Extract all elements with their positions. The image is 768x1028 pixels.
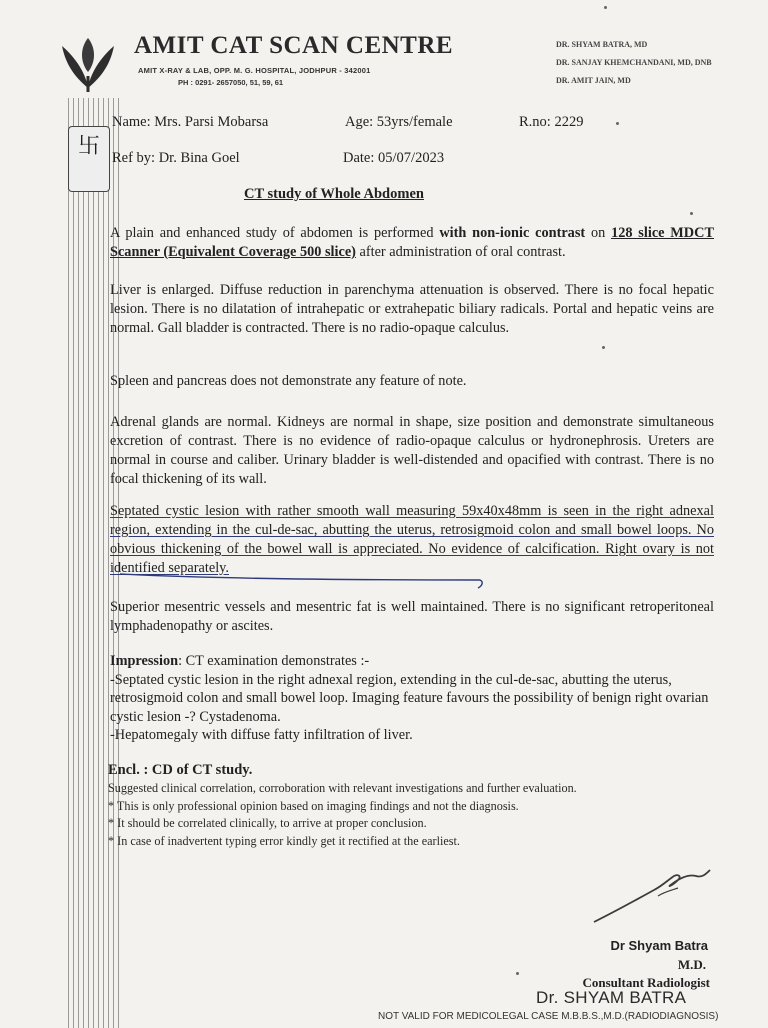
note-item: * This is only professional opinion based on imaging findings and not the diagnosis. — [108, 798, 519, 813]
enclosure-line: Encl. : CD of CT study. — [108, 762, 253, 778]
referred-by: Ref by: Dr. Bina Goel — [112, 150, 240, 166]
contrast-type: with non-ionic contrast — [439, 225, 586, 241]
signatory-name: Dr Shyam Batra — [610, 938, 708, 953]
centre-phone: PH : 0291- 2657050, 51, 59, 61 — [178, 78, 284, 87]
scan-speck — [602, 346, 605, 349]
impression-section — [110, 652, 714, 745]
scanner-spec: 128 slice MDCT Scanner (Equivalent Coverage 500 slice) — [110, 225, 714, 260]
note-item: Suggested clinical correlation, corroboration with relevant investigations and further evaluation. — [108, 781, 577, 795]
intro-text-a: A plain and enhanced study of abdomen is performed — [110, 225, 440, 241]
scan-speck — [616, 122, 619, 125]
pen-underline-mark — [118, 560, 498, 590]
report-title: CT study of Whole Abdomen — [244, 186, 424, 202]
centre-address: AMIT X-RAY & LAB, OPP. M. G. HOSPITAL, JODHPUR - 342001 — [138, 66, 371, 75]
impression-label: Impression — [110, 653, 179, 669]
scan-speck — [604, 6, 607, 9]
impression-heading — [110, 652, 714, 671]
doctor-list — [556, 36, 712, 90]
mesentery-paragraph: Superior mesentric vessels and mesentric fat is well maintained. There is no significant retroperitoneal lymphadenopathy or ascites. — [110, 599, 714, 634]
intro-paragraph — [110, 224, 714, 262]
spleen-paragraph: Spleen and pancreas does not demonstrate any feature of note. — [110, 373, 467, 389]
signatory-degree: M.D. — [677, 957, 706, 972]
doctor-item: DR. SHYAM BATRA, MD — [556, 40, 648, 49]
stamp-footer: NOT VALID FOR MEDICOLEGAL CASE M.B.B.S.,M.D.(RADIODIAGNOSIS) — [378, 1011, 719, 1022]
intro-text-c: on — [585, 225, 612, 241]
impression-point: -Hepatomegaly with diffuse fatty infiltration of liver. — [110, 727, 413, 743]
patient-age: Age: 53yrs/female — [345, 114, 453, 130]
signatory-role: Consultant Radiologist — [582, 975, 710, 990]
adrenal-kidney-paragraph: Adrenal glands are normal. Kidneys are normal in shape, size position and demonstrate simultaneous excretion of contrast. There is no evidence of radio-opaque calculus or hydronephrosis. Ureters are normal in course and caliber. Urinary bladder is well-distended and opacified with contrast. There is no focal thickening of its wall. — [110, 414, 714, 487]
registration-number: R.no: 2229 — [519, 114, 584, 130]
doctor-item: DR. AMIT JAIN, MD — [556, 76, 631, 85]
note-item: * In case of inadvertent typing error kindly get it rectified at the earliest. — [108, 833, 460, 848]
note-item: * It should be correlated clinically, to arrive at proper conclusion. — [108, 816, 427, 830]
scan-speck — [690, 212, 693, 215]
scan-speck — [516, 972, 519, 975]
centre-logo-icon — [58, 32, 118, 94]
cystic-lesion-paragraph: Septated cystic lesion with rather smooth wall measuring 59x40x48mm is seen in the right adnexal region, extending in the cul-de-sac, abutting the uterus, retrosigmoid colon and small bowel loops. No obvious thickening of the bowel wall is appreciated. No evidence of calcification. Right ovary is not identified separately. — [110, 503, 714, 576]
swastik-emblem-icon: 卐 — [68, 126, 110, 192]
stamp-name: Dr. SHYAM BATRA — [536, 988, 687, 1007]
liver-paragraph: Liver is enlarged. Diffuse reduction in parenchyma attenuation is observed. There is no focal hepatic lesion. There is no dilatation of intrahepatic or extrahepatic biliary radicals. Portal and hepatic veins are normal. Gall bladder is contracted. There is no radio-opaque calculus. — [110, 282, 714, 336]
centre-name: AMIT CAT SCAN CENTRE — [134, 32, 454, 59]
disclaimer-notes — [108, 780, 718, 850]
impression-point: -Septated cystic lesion in the right adnexal region, extending in the cul-de-sac, abutting the uterus, retrosigmoid colon and small bowel loop. Imaging feature favours the possibility of benign right ovarian cystic lesion -? Cystadenoma. — [110, 671, 709, 725]
intro-text-e: after administration of oral contrast. — [355, 244, 566, 260]
doctor-item: DR. SANJAY KHEMCHANDANI, MD, DNB — [556, 58, 712, 67]
report-date: Date: 05/07/2023 — [343, 150, 445, 166]
handwritten-signature-icon — [588, 862, 718, 932]
patient-name: Name: Mrs. Parsi Mobarsa — [112, 114, 269, 130]
impression-lead: : CT examination demonstrates :- — [178, 653, 370, 669]
